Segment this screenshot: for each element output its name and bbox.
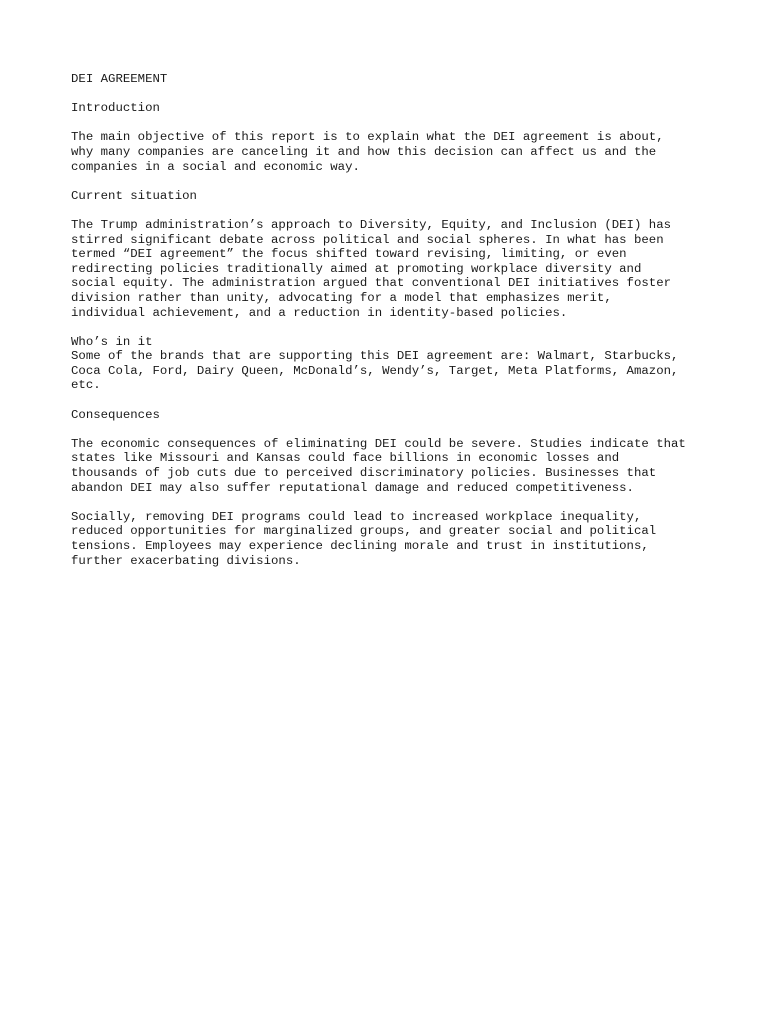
paragraph-consequences-social	[71, 510, 711, 568]
paragraph-introduction	[71, 130, 711, 174]
paragraph-line: individual achievement, and a reduction in identity-based policies.	[71, 305, 568, 320]
spacer	[71, 495, 711, 510]
paragraph-line: social equity. The administration argued that conventional DEI initiatives foster	[71, 276, 672, 291]
paragraph-line: abandon DEI may also suffer reputational damage and reduced competitiveness.	[71, 480, 634, 495]
section-heading-introduction: Introduction	[71, 101, 160, 116]
paragraph-line: The economic consequences of eliminating DEI could be severe. Studies indicate that	[71, 436, 686, 451]
paragraph-line: further exacerbating divisions.	[71, 553, 301, 568]
paragraph-line: reduced opportunities for marginalized groups, and greater social and political	[71, 524, 657, 539]
paragraph-line: states like Missouri and Kansas could face billions in economic losses and	[71, 451, 620, 466]
section-heading-current-situation: Current situation	[71, 188, 197, 203]
spacer	[71, 116, 711, 131]
paragraph-line: stirred significant debate across political and social spheres. In what has been	[71, 232, 664, 247]
paragraph-line: why many companies are canceling it and how this decision can affect us and the	[71, 144, 657, 159]
paragraph-whos-in-it	[71, 349, 711, 393]
document-page	[71, 72, 711, 568]
paragraph-line: The main objective of this report is to explain what the DEI agreement is about,	[71, 130, 664, 145]
paragraph-line: tensions. Employees may experience declining morale and trust in institutions,	[71, 539, 649, 553]
section-heading-consequences: Consequences	[71, 407, 160, 422]
paragraph-current-situation	[71, 218, 711, 320]
paragraph-line: redirecting policies traditionally aimed at promoting workplace diversity and	[71, 261, 642, 276]
paragraph-line: etc.	[71, 378, 101, 393]
spacer	[71, 174, 711, 189]
section-heading-whos-in-it: Who’s in it	[71, 334, 153, 349]
spacer	[71, 422, 711, 437]
paragraph-line: companies in a social and economic way.	[71, 159, 360, 174]
paragraph-line: Coca Cola, Ford, Dairy Queen, McDonald’s, Wendy’s, Target, Meta Platforms, Amazon,	[71, 363, 679, 378]
spacer	[71, 393, 711, 408]
paragraph-line: Socially, removing DEI programs could lead to increased workplace inequality,	[71, 509, 642, 524]
paragraph-line: termed “DEI agreement” the focus shifted toward revising, limiting, or even	[71, 247, 627, 262]
spacer	[71, 87, 711, 102]
document-title: DEI AGREEMENT	[71, 72, 168, 86]
paragraph-line: The Trump administration’s approach to Diversity, Equity, and Inclusion (DEI) has	[71, 217, 672, 232]
paragraph-line: thousands of job cuts due to perceived discriminatory policies. Businesses that	[71, 466, 657, 481]
paragraph-line: Some of the brands that are supporting this DEI agreement are: Walmart, Starbucks,	[71, 349, 679, 364]
paragraph-consequences-economic	[71, 437, 711, 495]
spacer	[71, 320, 711, 335]
paragraph-line: division rather than unity, advocating for a model that emphasizes merit,	[71, 290, 612, 305]
spacer	[71, 203, 711, 218]
